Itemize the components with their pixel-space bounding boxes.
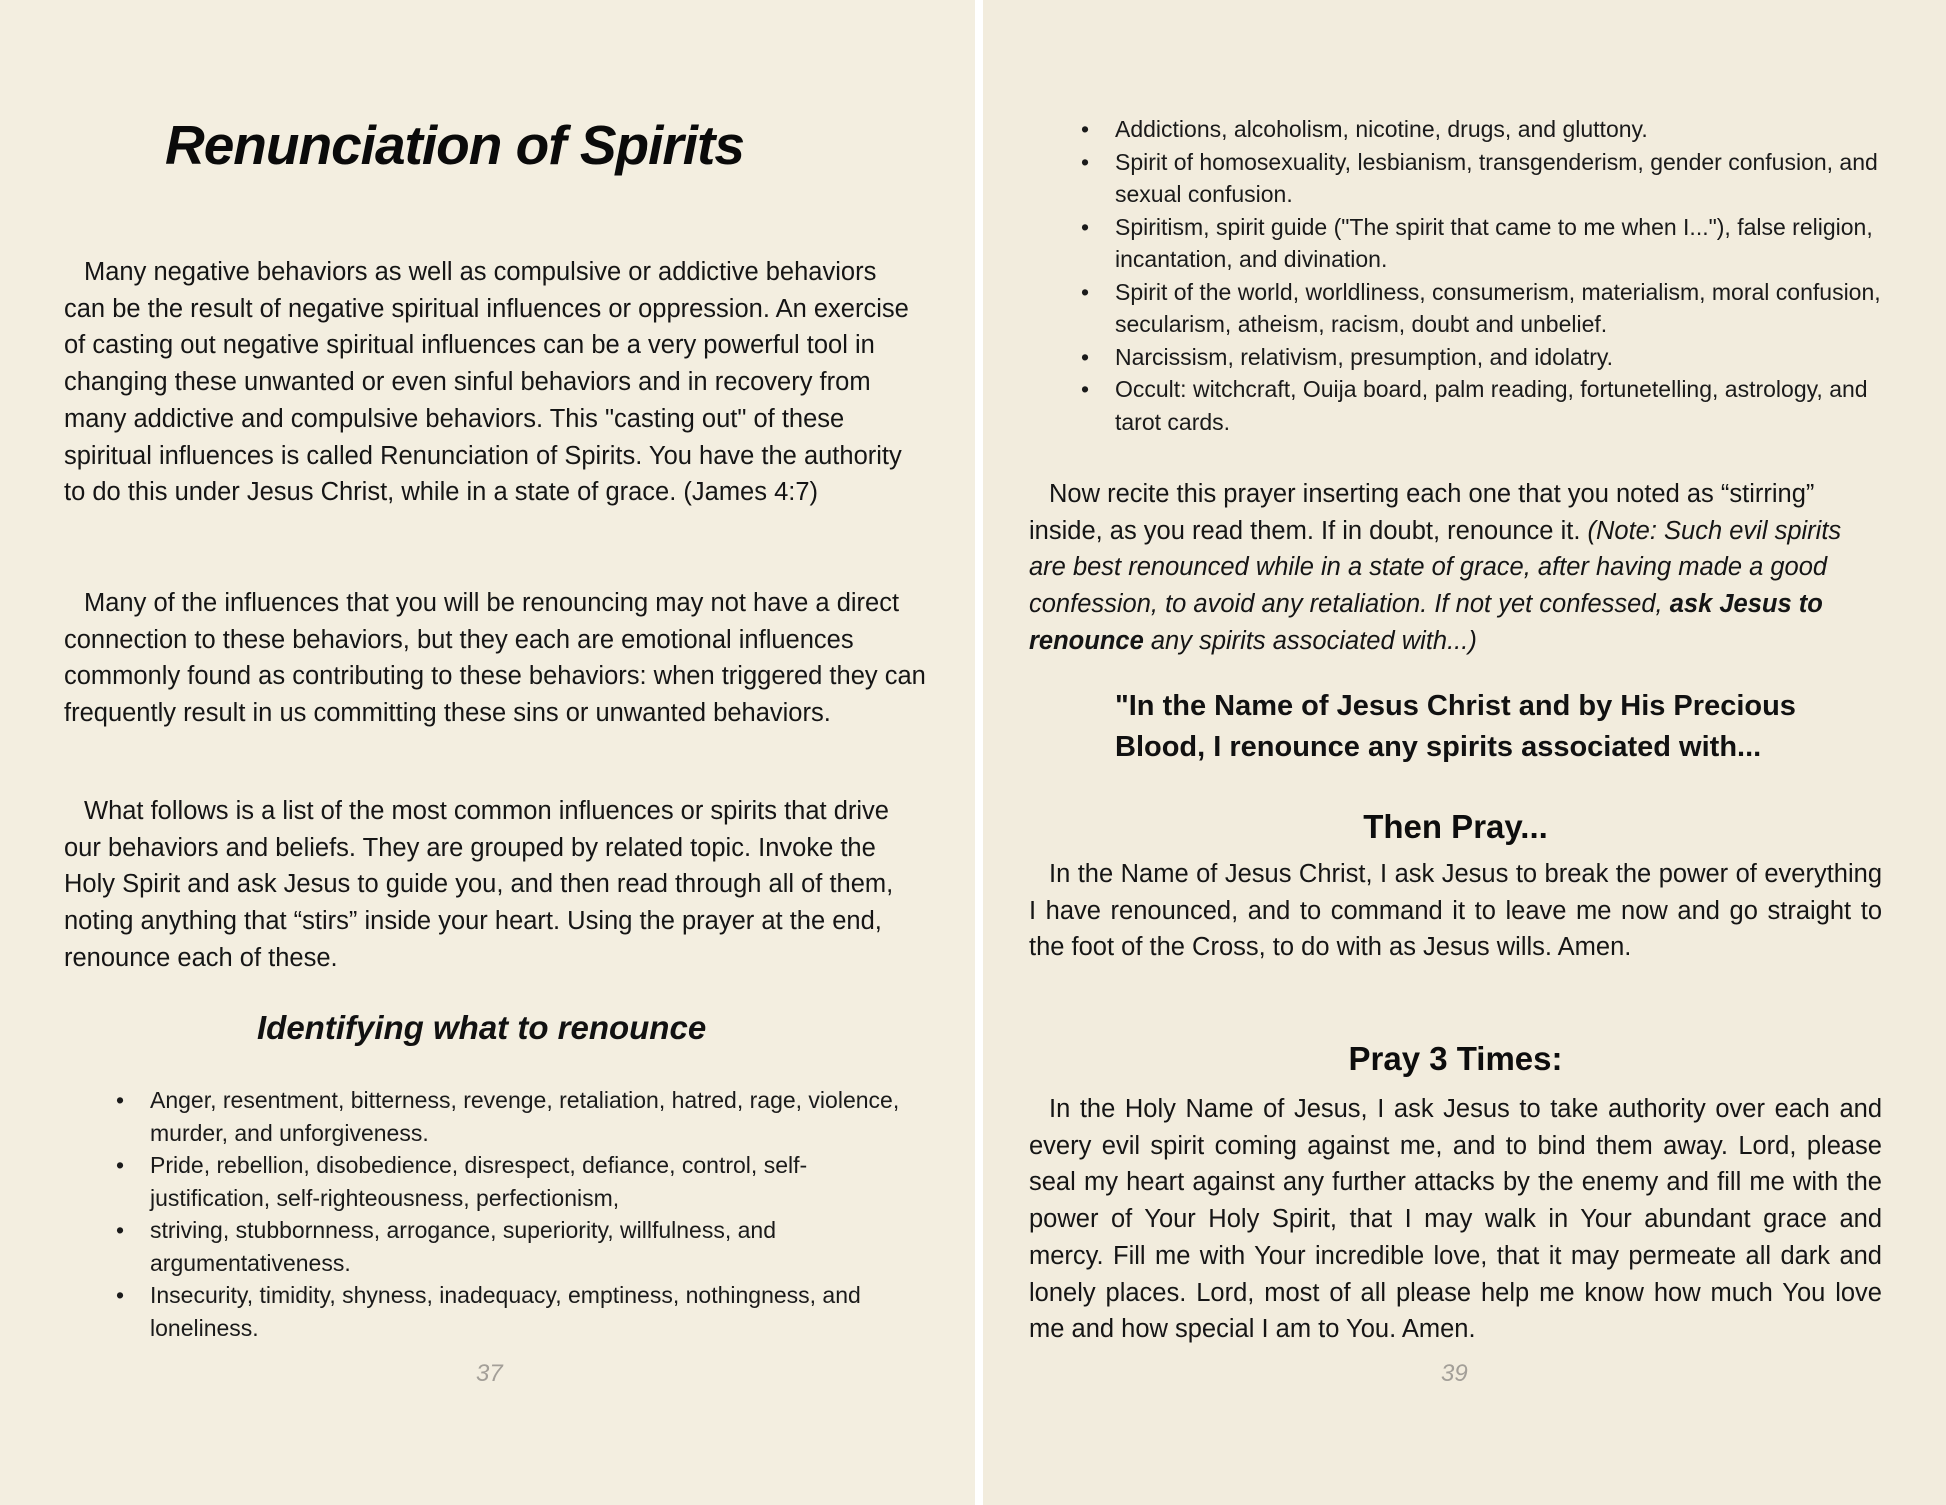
pray-3-times-paragraph bbox=[1029, 1091, 1882, 1348]
list-item: • Insecurity, timidity, shyness, inadequacy, emptiness, nothingness, and loneliness. bbox=[115, 1282, 861, 1341]
list-item: • Spirit of homosexuality, lesbianism, transgenderism, gender confusion, and sexual confusion. bbox=[1080, 148, 1878, 207]
page-number: 39 bbox=[1441, 1360, 1468, 1387]
paragraph-3: What follows is a list of the most common influences or spirits that drive our behaviors and beliefs. They are grouped by related topic. Invoke the Holy Spirit and ask Jesus to guide you, and then read through all of them, noting anything that “stirs” inside your heart. Using the prayer at the end, renounce each of these. bbox=[64, 797, 894, 972]
page-gutter bbox=[975, 0, 983, 1505]
note-text: (Note: Such evil spirits are best renounced while in a state of grace, after having made a good confession, to avoid any retaliation. If not yet confessed, bbox=[1029, 516, 1842, 619]
list-item: • Occult: witchcraft, Ouija board, palm reading, fortunetelling, astrology, and tarot cards. bbox=[1080, 376, 1868, 435]
right-bullet-list bbox=[1075, 113, 1895, 438]
left-bullet-list bbox=[110, 1084, 910, 1344]
intro-paragraph bbox=[64, 254, 924, 511]
then-pray-text: In the Name of Jesus Christ, I ask Jesus to break the power of everything I have renounced, and to command it to leave me now and go straight to the foot of the Cross, to do with as Jesus wills. Amen. bbox=[1029, 860, 1882, 962]
list-item: • Addictions, alcoholism, nicotine, drugs, and gluttony. bbox=[1080, 116, 1648, 142]
recite-paragraph bbox=[1029, 476, 1882, 660]
page-number: 37 bbox=[476, 1360, 503, 1387]
page-title: Renunciation of Spirits bbox=[165, 114, 744, 176]
list-item: • Spirit of the world, worldliness, consumerism, materialism, moral confusion, secularism, atheism, racism, doubt and unbelief. bbox=[1080, 278, 1881, 337]
prayer-line-1: "In the Name of Jesus Christ and by His Precious bbox=[1115, 690, 1796, 722]
note-text-end: any spirits associated with...) bbox=[1143, 626, 1477, 655]
renounce-prayer bbox=[1115, 686, 1875, 768]
then-pray-heading: Then Pray... bbox=[1363, 808, 1548, 845]
paragraph-1: Many negative behaviors as well as compulsive or addictive behaviors can be the result of negative spiritual influences or oppression. An exercise of casting out negative spiritual influences can be a very powerful tool in changing these unwanted or even sinful behaviors and in recovery from many addictive and compulsive behaviors. This "casting out" of these spiritual influences is called Renunciation of Spirits. You have the authority to do this under Jesus Christ, while in a state of grace. (James 4:7) bbox=[64, 258, 909, 507]
pray-3-times-heading: Pray 3 Times: bbox=[1348, 1040, 1563, 1077]
list-item: • Anger, resentment, bitterness, revenge, retaliation, hatred, rage, violence, murder, and unforgiveness. bbox=[115, 1087, 900, 1146]
paragraph-2: Many of the influences that you will be renouncing may not have a direct connection to these behaviors, but they each are emotional influences commonly found as contributing to these behaviors: when triggered they can frequently result in us committing these sins or unwanted behaviors. bbox=[64, 589, 926, 728]
section-heading: Identifying what to renounce bbox=[257, 1009, 707, 1046]
pray-3-times-text: In the Holy Name of Jesus, I ask Jesus to take authority over each and every evil spirit coming against me, and to bind them away. Lord, please seal my heart against any further attacks by the enemy and fill me with the power of Your Holy Spirit, that I may walk in Your abundant grace and mercy. Fill me with Your incredible love, that it may permeate all dark and lonely places. Lord, most of all please help me know how much You love me and how special I am to You. Amen. bbox=[1029, 1095, 1882, 1344]
influences-paragraph bbox=[64, 585, 929, 732]
then-pray-paragraph bbox=[1029, 856, 1882, 966]
note-emphasis: ask Jesus to renounce bbox=[1029, 590, 1823, 655]
list-item: • Pride, rebellion, disobedience, disrespect, defiance, control, self-justification, self-righteousness, perfectionism, bbox=[115, 1152, 808, 1211]
list-item: • Narcissism, relativism, presumption, and idolatry. bbox=[1080, 343, 1614, 370]
list-item: • Spiritism, spirit guide ("The spirit that came to me when I..."), false religion, incantation, and divination. bbox=[1080, 213, 1873, 272]
recite-text: Now recite this prayer inserting each one that you noted as “stirring” inside, as you read them. If in doubt, renounce it. bbox=[1029, 480, 1815, 545]
prayer-line-2: Blood, I renounce any spirits associated with... bbox=[1115, 731, 1762, 763]
list-item: • striving, stubbornness, arrogance, superiority, willfulness, and argumentativeness. bbox=[115, 1217, 776, 1276]
list-intro-paragraph bbox=[64, 793, 924, 977]
